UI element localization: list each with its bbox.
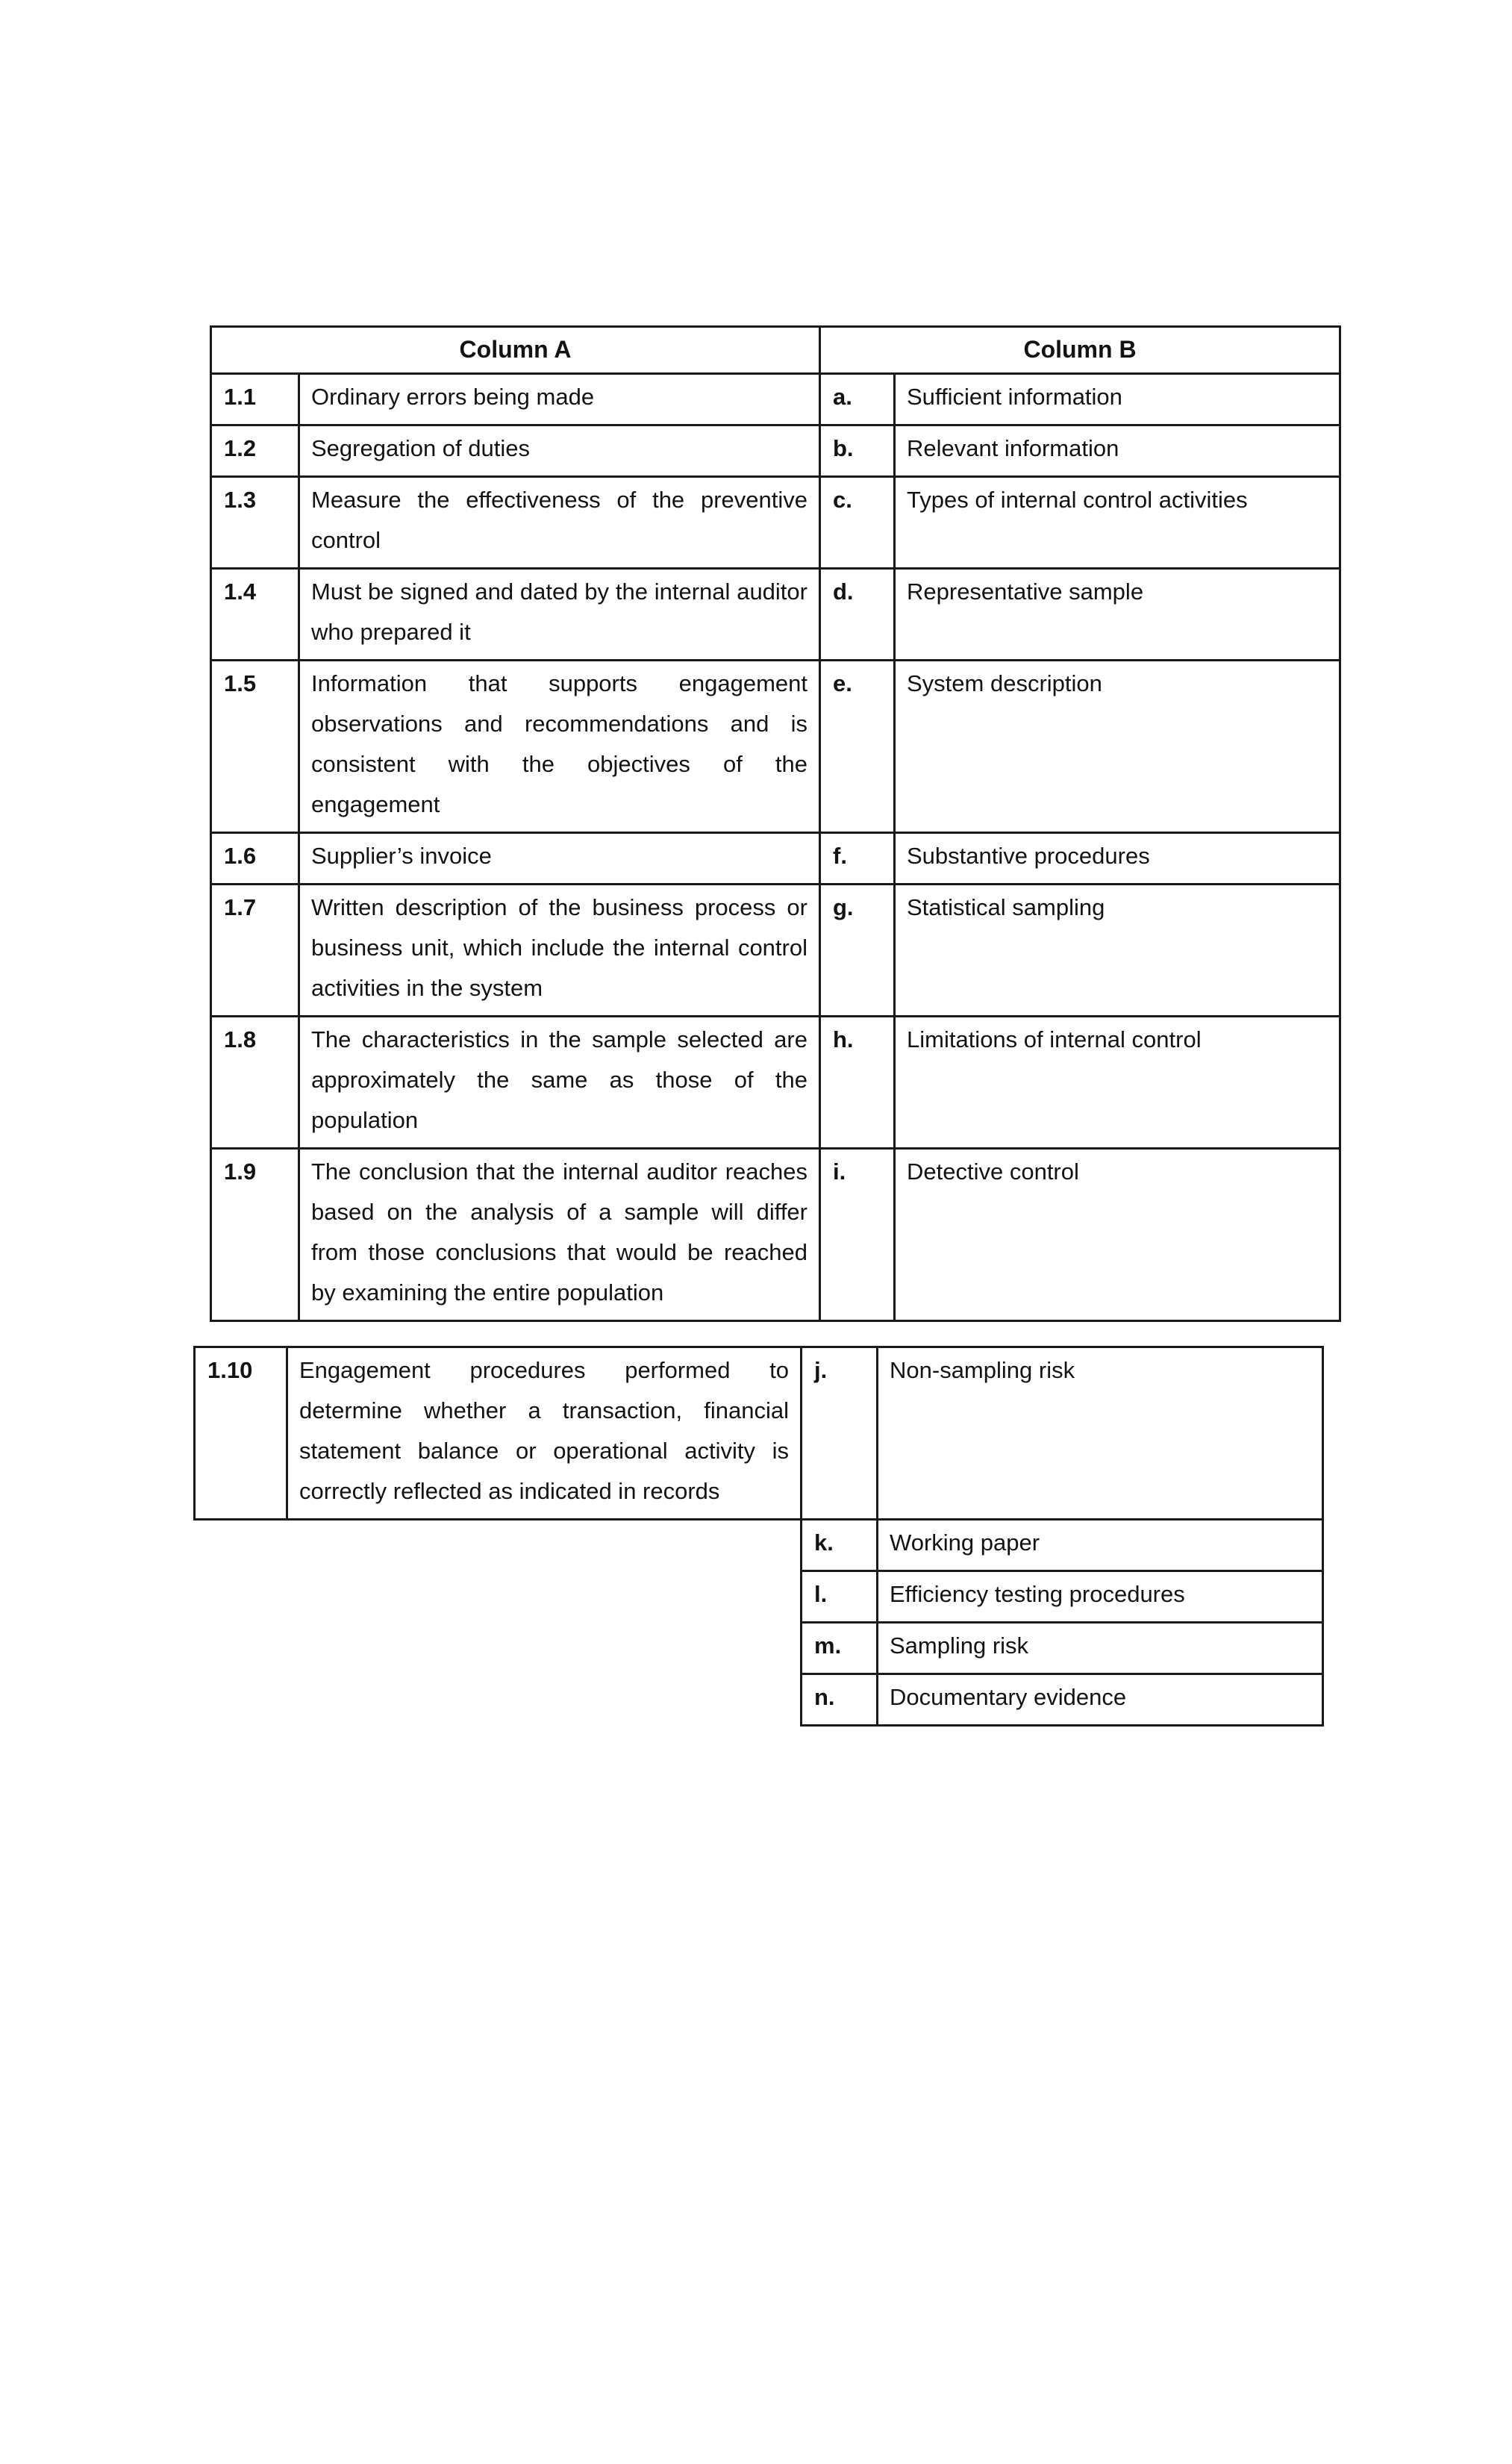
table-row [802, 1674, 1323, 1726]
column-b-header: Column B [820, 327, 1340, 374]
extra-options-table [800, 1518, 1324, 1727]
item-number: 1.1 [211, 374, 299, 425]
item-number: 1.3 [211, 477, 299, 569]
table-row [802, 1571, 1323, 1623]
table-row [802, 1520, 1323, 1571]
option-letter: n. [802, 1674, 878, 1726]
column-b-text: Relevant information [895, 425, 1340, 477]
item-number: 1.5 [211, 661, 299, 833]
column-a-header: Column A [211, 327, 820, 374]
table-row [211, 569, 1340, 661]
item-number: 1.2 [211, 425, 299, 477]
option-letter: m. [802, 1623, 878, 1674]
column-b-text: System description [895, 661, 1340, 833]
column-a-text: Ordinary errors being made [299, 374, 820, 425]
column-b-text: Efficiency testing procedures [878, 1571, 1323, 1623]
table-row [211, 885, 1340, 1017]
column-b-text: Sufficient information [895, 374, 1340, 425]
table-row [211, 1149, 1340, 1321]
table-row [211, 477, 1340, 569]
option-letter: f. [820, 833, 895, 885]
column-a-text: Written description of the business process or business unit, which include the internal control activities in the system [299, 885, 820, 1017]
item-number: 1.9 [211, 1149, 299, 1321]
column-a-text: The characteristics in the sample selected are approximately the same as those of the population [299, 1017, 820, 1149]
item-number: 1.10 [195, 1347, 287, 1520]
option-letter: g. [820, 885, 895, 1017]
table-header-row [211, 327, 1340, 374]
column-a-text: Supplier’s invoice [299, 833, 820, 885]
column-b-text: Substantive procedures [895, 833, 1340, 885]
table-row [211, 425, 1340, 477]
column-a-text: Information that supports engagement observations and recommendations and is consistent with the objectives of the engagement [299, 661, 820, 833]
option-letter: d. [820, 569, 895, 661]
document-page [0, 325, 1512, 2464]
column-b-text: Statistical sampling [895, 885, 1340, 1017]
item-number: 1.7 [211, 885, 299, 1017]
item-number: 1.8 [211, 1017, 299, 1149]
column-b-text: Sampling risk [878, 1623, 1323, 1674]
option-letter: b. [820, 425, 895, 477]
option-letter: l. [802, 1571, 878, 1623]
column-a-text: The conclusion that the internal auditor reaches based on the analysis of a sample will differ from those conclusions that would be reached by examining the entire population [299, 1149, 820, 1321]
option-letter: e. [820, 661, 895, 833]
column-b-text: Non-sampling risk [878, 1347, 1323, 1520]
column-b-text: Representative sample [895, 569, 1340, 661]
item-number: 1.4 [211, 569, 299, 661]
column-a-text: Measure the effectiveness of the preventive control [299, 477, 820, 569]
column-b-text: Detective control [895, 1149, 1340, 1321]
table-row [211, 661, 1340, 833]
table-row [802, 1623, 1323, 1674]
option-letter: j. [802, 1347, 878, 1520]
column-a-text: Engagement procedures performed to determine whether a transaction, financial statement balance or operational activity is correctly reflected as indicated in records [287, 1347, 802, 1520]
column-b-text: Working paper [878, 1520, 1323, 1571]
table-row [195, 1347, 1323, 1520]
option-letter: a. [820, 374, 895, 425]
option-letter: k. [802, 1520, 878, 1571]
table-row [211, 1017, 1340, 1149]
option-letter: c. [820, 477, 895, 569]
table-row [211, 833, 1340, 885]
item-number: 1.6 [211, 833, 299, 885]
column-matching-table [210, 325, 1341, 1322]
column-b-text: Documentary evidence [878, 1674, 1323, 1726]
row-110-table [193, 1346, 1324, 1520]
column-a-text: Must be signed and dated by the internal auditor who prepared it [299, 569, 820, 661]
column-b-text: Types of internal control activities [895, 477, 1340, 569]
option-letter: i. [820, 1149, 895, 1321]
option-letter: h. [820, 1017, 895, 1149]
column-a-text: Segregation of duties [299, 425, 820, 477]
column-b-text: Limitations of internal control [895, 1017, 1340, 1149]
table-row [211, 374, 1340, 425]
